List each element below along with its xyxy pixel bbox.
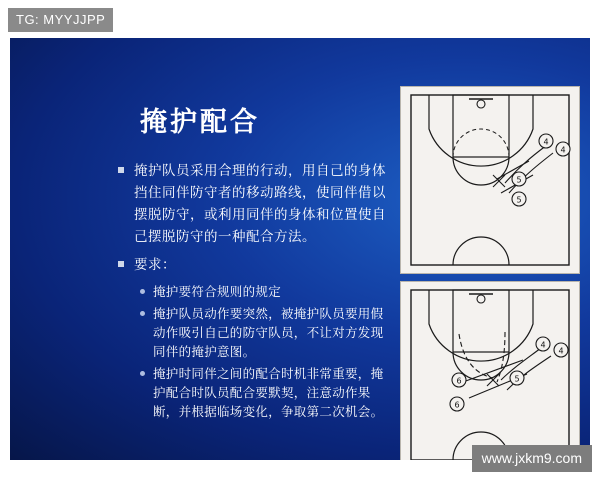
diagram-bottom: [400, 281, 580, 460]
sub-list: [118, 282, 394, 421]
list-item-text: 掩护时同伴之间的配合时机非常重要，掩护配合时队员配合要默契，注意动作果断，并根据临场变化，争取第二次机会。: [153, 366, 384, 419]
dot-bullet-icon: [140, 311, 145, 316]
tg-watermark: TG: MYYJJPP: [8, 8, 113, 32]
list-item-text: 要求：: [134, 257, 176, 273]
player-label: 6: [456, 376, 462, 386]
square-bullet-icon: [118, 261, 124, 267]
list-item-text: 掩护要符合规则的规定: [153, 284, 282, 299]
player-label: 4: [558, 346, 564, 356]
dot-bullet-icon: [140, 289, 145, 294]
diagram-top: [400, 86, 580, 274]
player-label: 4: [540, 340, 546, 350]
page-title: 掩护配合: [140, 107, 260, 138]
list-item: [118, 160, 394, 248]
player-label: 5: [516, 175, 522, 185]
player-label: 5: [514, 374, 520, 384]
player-label: 6: [454, 400, 460, 410]
court-diagram-1-icon: [401, 87, 579, 273]
slide-canvas: [10, 38, 590, 460]
dot-bullet-icon: [140, 371, 145, 376]
list-item: [140, 364, 394, 421]
square-bullet-icon: [118, 167, 124, 173]
player-label: 4: [560, 145, 566, 155]
list-item: [140, 304, 394, 361]
player-label: 4: [543, 137, 549, 147]
list-item-text: 掩护队员采用合理的行动，用自己的身体挡住同伴防守者的移动路线，使同伴借以摆脱防守，或利用同伴的身体和位置使自己摆脱防守的一种配合方法。: [134, 163, 386, 245]
list-item-text: 掩护队员动作要突然，被掩护队员要用假动作吸引自己的防守队员，不让对方发现同伴的掩护意图。: [153, 306, 384, 359]
court-diagram-2-icon: [401, 282, 579, 460]
site-watermark: www.jxkm9.com: [472, 445, 592, 472]
slide-body: [118, 160, 394, 424]
player-label: 5: [516, 195, 522, 205]
list-item: [118, 254, 394, 276]
list-item: [140, 282, 394, 301]
